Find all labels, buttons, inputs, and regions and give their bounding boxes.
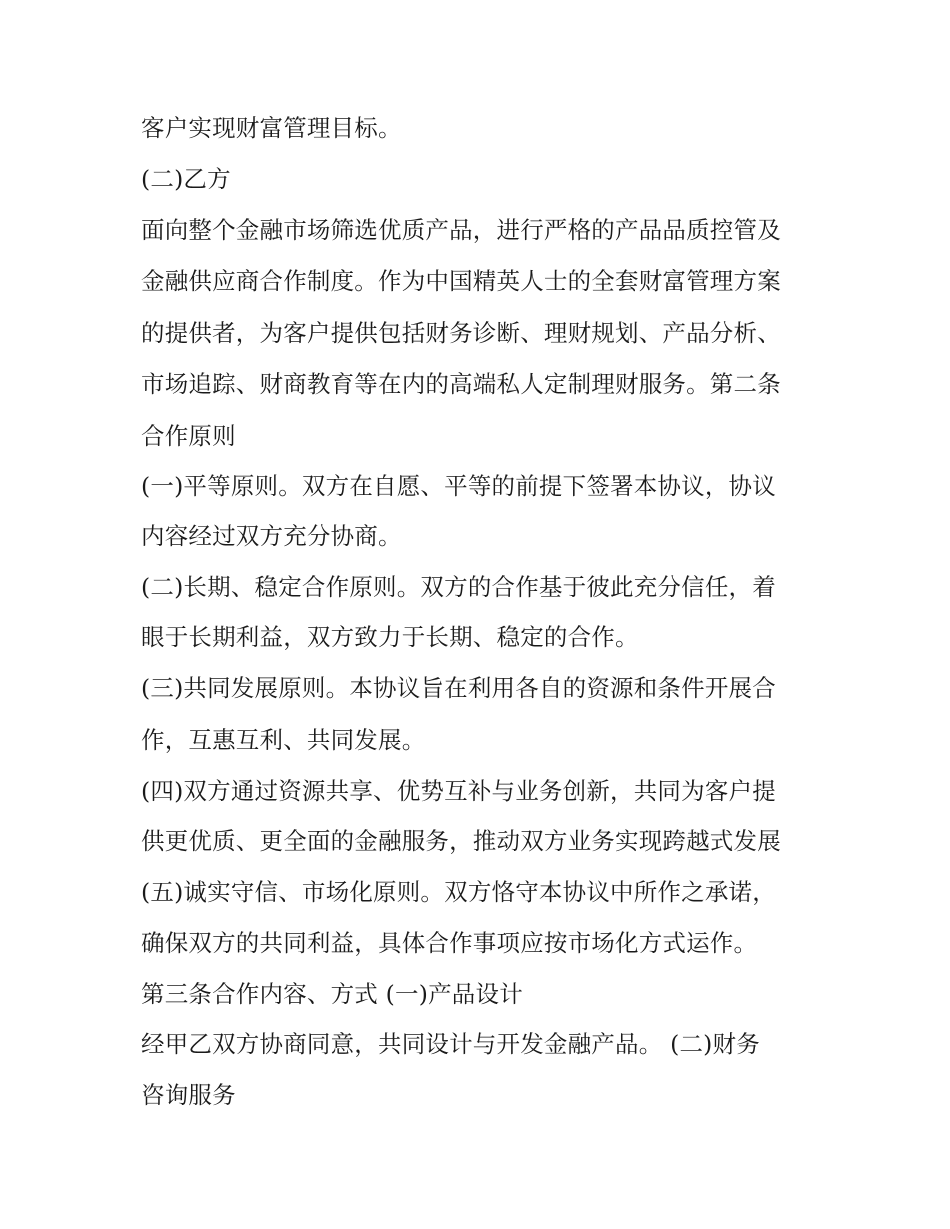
text-line: (二)乙方 [141, 165, 231, 193]
text-line: 客户实现财富管理目标。 [141, 114, 402, 142]
text-line: 眼于长期利益，双方致力于长期、稳定的合作。 [141, 623, 639, 651]
text-line: 经甲乙双方协商同意，共同设计与开发金融产品。 (二)财务 [141, 1030, 760, 1058]
text-line: 咨询服务 [141, 1081, 236, 1109]
text-line: 合作原则 [141, 422, 236, 450]
text-line: (三)共同发展原则。本协议旨在利用各自的资源和条件开展合 [141, 674, 776, 702]
text-line: 的提供者，为客户提供包括财务诊断、理财规划、产品分析、 [141, 319, 781, 347]
text-line: 内容经过双方充分协商。 [141, 522, 402, 550]
text-line: 金融供应商合作制度。作为中国精英人士的全套财富管理方案 [141, 267, 781, 295]
text-line: 市场追踪、财商教育等在内的高端私人定制理财服务。第二条 [141, 370, 781, 398]
text-line: 作，互惠互利、共同发展。 [141, 726, 426, 754]
text-line: 第三条合作内容、方式 (一)产品设计 [141, 980, 523, 1008]
text-line: (五)诚实守信、市场化原则。双方恪守本协议中所作之承诺， [141, 878, 776, 906]
text-line: (四)双方通过资源共享、优势互补与业务创新，共同为客户提 [141, 777, 776, 805]
text-line: 供更优质、更全面的金融服务，推动双方业务实现跨越式发展 [141, 827, 781, 855]
text-line: (一)平等原则。双方在自愿、平等的前提下签署本协议，协议 [141, 472, 776, 500]
text-line: 面向整个金融市场筛选优质产品，进行严格的产品品质控管及 [141, 216, 781, 244]
text-line: (二)长期、稳定合作原则。双方的合作基于彼此充分信任，着 [141, 573, 776, 601]
text-line: 确保双方的共同利益，具体合作事项应按市场化方式运作。 [141, 929, 758, 957]
